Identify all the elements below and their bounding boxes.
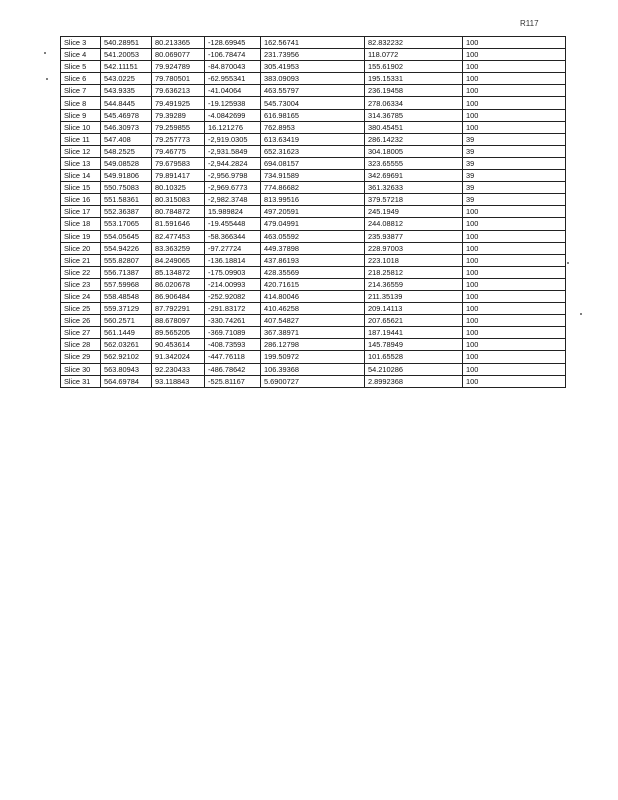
value-cell-1: 554.94226 [101, 242, 152, 254]
slice-label-cell: Slice 20 [61, 242, 101, 254]
value-cell-1: 543.9335 [101, 85, 152, 97]
value-cell-3: -2,919.0305 [205, 133, 261, 145]
value-cell-3: -106.78474 [205, 49, 261, 61]
table-row [61, 109, 566, 121]
value-cell-5: 2.8992368 [365, 375, 463, 387]
value-cell-2: 88.678097 [152, 315, 205, 327]
value-cell-6: 100 [463, 290, 566, 302]
value-cell-2: 85.134872 [152, 266, 205, 278]
value-cell-1: 560.2571 [101, 315, 152, 327]
value-cell-1: 553.17065 [101, 218, 152, 230]
value-cell-1: 555.82807 [101, 254, 152, 266]
slice-label-cell: Slice 15 [61, 182, 101, 194]
value-cell-6: 39 [463, 157, 566, 169]
value-cell-4: 162.56741 [261, 37, 365, 49]
scan-speck [46, 78, 48, 80]
value-cell-1: 545.46978 [101, 109, 152, 121]
value-cell-3: -330.74261 [205, 315, 261, 327]
value-cell-6: 100 [463, 266, 566, 278]
scan-speck [567, 262, 569, 264]
slice-label-cell: Slice 29 [61, 351, 101, 363]
value-cell-1: 558.48548 [101, 290, 152, 302]
table-row [61, 194, 566, 206]
table-body [61, 37, 566, 388]
value-cell-1: 540.28951 [101, 37, 152, 49]
value-cell-6: 100 [463, 206, 566, 218]
value-cell-5: 379.57218 [365, 194, 463, 206]
table-row [61, 363, 566, 375]
value-cell-5: 209.14113 [365, 303, 463, 315]
value-cell-5: 211.35139 [365, 290, 463, 302]
value-cell-2: 86.020678 [152, 278, 205, 290]
value-cell-5: 278.06334 [365, 97, 463, 109]
table-row [61, 315, 566, 327]
value-cell-4: 734.91589 [261, 170, 365, 182]
value-cell-6: 100 [463, 327, 566, 339]
value-cell-3: -2,969.6773 [205, 182, 261, 194]
slice-label-cell: Slice 18 [61, 218, 101, 230]
value-cell-4: 286.12798 [261, 339, 365, 351]
value-cell-6: 100 [463, 375, 566, 387]
value-cell-2: 80.213365 [152, 37, 205, 49]
value-cell-1: 562.03261 [101, 339, 152, 351]
value-cell-1: 541.20053 [101, 49, 152, 61]
value-cell-5: 304.18005 [365, 145, 463, 157]
value-cell-5: 245.1949 [365, 206, 463, 218]
table-row [61, 242, 566, 254]
slice-label-cell: Slice 25 [61, 303, 101, 315]
value-cell-5: 380.45451 [365, 121, 463, 133]
value-cell-3: 16.121276 [205, 121, 261, 133]
value-cell-6: 100 [463, 109, 566, 121]
value-cell-2: 80.315083 [152, 194, 205, 206]
slice-table-container [60, 36, 566, 388]
table-row [61, 61, 566, 73]
value-cell-3: -175.09903 [205, 266, 261, 278]
value-cell-3: -136.18814 [205, 254, 261, 266]
table-row [61, 303, 566, 315]
value-cell-5: 214.36559 [365, 278, 463, 290]
value-cell-4: 479.04991 [261, 218, 365, 230]
value-cell-1: 550.75083 [101, 182, 152, 194]
value-cell-1: 542.11151 [101, 61, 152, 73]
value-cell-3: -447.76118 [205, 351, 261, 363]
slice-label-cell: Slice 21 [61, 254, 101, 266]
value-cell-1: 554.05645 [101, 230, 152, 242]
slice-label-cell: Slice 7 [61, 85, 101, 97]
slice-label-cell: Slice 28 [61, 339, 101, 351]
value-cell-3: -486.78642 [205, 363, 261, 375]
value-cell-3: -291.83172 [205, 303, 261, 315]
slice-data-table [60, 36, 566, 388]
value-cell-1: 559.37129 [101, 303, 152, 315]
value-cell-2: 84.249065 [152, 254, 205, 266]
slice-label-cell: Slice 27 [61, 327, 101, 339]
value-cell-5: 342.69691 [365, 170, 463, 182]
table-row [61, 339, 566, 351]
value-cell-6: 39 [463, 170, 566, 182]
value-cell-5: 54.210286 [365, 363, 463, 375]
slice-label-cell: Slice 31 [61, 375, 101, 387]
value-cell-6: 100 [463, 242, 566, 254]
value-cell-1: 557.59968 [101, 278, 152, 290]
value-cell-4: 367.38971 [261, 327, 365, 339]
value-cell-6: 100 [463, 85, 566, 97]
page-label: R117 [520, 19, 539, 28]
scan-speck [580, 313, 582, 315]
value-cell-2: 86.906484 [152, 290, 205, 302]
table-row [61, 290, 566, 302]
value-cell-5: 207.65621 [365, 315, 463, 327]
value-cell-6: 39 [463, 133, 566, 145]
value-cell-2: 79.39289 [152, 109, 205, 121]
value-cell-6: 100 [463, 230, 566, 242]
value-cell-5: 361.32633 [365, 182, 463, 194]
slice-label-cell: Slice 22 [61, 266, 101, 278]
table-row [61, 182, 566, 194]
value-cell-5: 235.93877 [365, 230, 463, 242]
table-row [61, 170, 566, 182]
value-cell-4: 694.08157 [261, 157, 365, 169]
value-cell-1: 561.1449 [101, 327, 152, 339]
value-cell-1: 549.08528 [101, 157, 152, 169]
value-cell-2: 80.10325 [152, 182, 205, 194]
value-cell-4: 616.98165 [261, 109, 365, 121]
slice-label-cell: Slice 6 [61, 73, 101, 85]
slice-label-cell: Slice 3 [61, 37, 101, 49]
value-cell-4: 106.39368 [261, 363, 365, 375]
value-cell-1: 564.69784 [101, 375, 152, 387]
slice-label-cell: Slice 13 [61, 157, 101, 169]
value-cell-5: 187.19441 [365, 327, 463, 339]
value-cell-2: 80.784872 [152, 206, 205, 218]
table-row [61, 218, 566, 230]
table-row [61, 266, 566, 278]
value-cell-5: 223.1018 [365, 254, 463, 266]
slice-label-cell: Slice 4 [61, 49, 101, 61]
value-cell-1: 552.36387 [101, 206, 152, 218]
value-cell-4: 652.31623 [261, 145, 365, 157]
value-cell-1: 556.71387 [101, 266, 152, 278]
table-row [61, 133, 566, 145]
scan-speck [44, 52, 46, 54]
table-row [61, 254, 566, 266]
value-cell-5: 286.14232 [365, 133, 463, 145]
slice-label-cell: Slice 14 [61, 170, 101, 182]
value-cell-1: 546.30973 [101, 121, 152, 133]
value-cell-2: 87.792291 [152, 303, 205, 315]
value-cell-4: 762.8953 [261, 121, 365, 133]
value-cell-6: 39 [463, 194, 566, 206]
value-cell-3: -2,982.3748 [205, 194, 261, 206]
value-cell-4: 305.41953 [261, 61, 365, 73]
value-cell-4: 613.63419 [261, 133, 365, 145]
value-cell-1: 563.80943 [101, 363, 152, 375]
value-cell-2: 80.069077 [152, 49, 205, 61]
value-cell-4: 199.50972 [261, 351, 365, 363]
value-cell-4: 231.73956 [261, 49, 365, 61]
value-cell-2: 79.924789 [152, 61, 205, 73]
value-cell-6: 100 [463, 37, 566, 49]
value-cell-4: 5.6900727 [261, 375, 365, 387]
value-cell-2: 79.491925 [152, 97, 205, 109]
value-cell-2: 90.453614 [152, 339, 205, 351]
value-cell-4: 437.86193 [261, 254, 365, 266]
value-cell-1: 551.58361 [101, 194, 152, 206]
value-cell-3: -62.955341 [205, 73, 261, 85]
slice-label-cell: Slice 26 [61, 315, 101, 327]
value-cell-4: 463.55797 [261, 85, 365, 97]
slice-label-cell: Slice 16 [61, 194, 101, 206]
table-row [61, 97, 566, 109]
value-cell-4: 383.09093 [261, 73, 365, 85]
value-cell-6: 100 [463, 351, 566, 363]
value-cell-3: -2,944.2824 [205, 157, 261, 169]
value-cell-6: 100 [463, 121, 566, 133]
value-cell-6: 39 [463, 145, 566, 157]
value-cell-5: 236.19458 [365, 85, 463, 97]
value-cell-5: 195.15331 [365, 73, 463, 85]
slice-label-cell: Slice 24 [61, 290, 101, 302]
value-cell-3: -128.69945 [205, 37, 261, 49]
value-cell-3: -19.125938 [205, 97, 261, 109]
value-cell-2: 79.780501 [152, 73, 205, 85]
slice-label-cell: Slice 9 [61, 109, 101, 121]
table-row [61, 157, 566, 169]
table-row [61, 73, 566, 85]
value-cell-2: 79.636213 [152, 85, 205, 97]
value-cell-5: 244.08812 [365, 218, 463, 230]
table-row [61, 37, 566, 49]
value-cell-5: 145.78949 [365, 339, 463, 351]
value-cell-1: 543.0225 [101, 73, 152, 85]
value-cell-5: 101.65528 [365, 351, 463, 363]
value-cell-5: 323.65555 [365, 157, 463, 169]
slice-label-cell: Slice 23 [61, 278, 101, 290]
value-cell-3: -369.71089 [205, 327, 261, 339]
table-row [61, 49, 566, 61]
value-cell-3: -252.92082 [205, 290, 261, 302]
value-cell-3: -41.04064 [205, 85, 261, 97]
value-cell-4: 420.71615 [261, 278, 365, 290]
value-cell-2: 83.363259 [152, 242, 205, 254]
slice-label-cell: Slice 11 [61, 133, 101, 145]
value-cell-3: -19.455448 [205, 218, 261, 230]
value-cell-3: -408.73593 [205, 339, 261, 351]
value-cell-2: 91.342024 [152, 351, 205, 363]
value-cell-3: -58.366344 [205, 230, 261, 242]
slice-label-cell: Slice 10 [61, 121, 101, 133]
value-cell-6: 100 [463, 303, 566, 315]
value-cell-5: 218.25812 [365, 266, 463, 278]
value-cell-6: 100 [463, 315, 566, 327]
value-cell-6: 100 [463, 97, 566, 109]
value-cell-2: 81.591646 [152, 218, 205, 230]
value-cell-4: 813.99516 [261, 194, 365, 206]
table-row [61, 121, 566, 133]
value-cell-4: 428.35569 [261, 266, 365, 278]
value-cell-3: 15.989824 [205, 206, 261, 218]
value-cell-3: -214.00993 [205, 278, 261, 290]
value-cell-6: 39 [463, 182, 566, 194]
value-cell-1: 544.8445 [101, 97, 152, 109]
value-cell-5: 228.97003 [365, 242, 463, 254]
value-cell-1: 548.2525 [101, 145, 152, 157]
value-cell-3: -84.870043 [205, 61, 261, 73]
value-cell-4: 414.80046 [261, 290, 365, 302]
value-cell-3: -2,931.5849 [205, 145, 261, 157]
value-cell-3: -4.0842699 [205, 109, 261, 121]
value-cell-4: 449.37898 [261, 242, 365, 254]
value-cell-1: 549.91806 [101, 170, 152, 182]
value-cell-6: 100 [463, 73, 566, 85]
value-cell-6: 100 [463, 49, 566, 61]
table-row [61, 351, 566, 363]
value-cell-4: 407.54827 [261, 315, 365, 327]
slice-label-cell: Slice 19 [61, 230, 101, 242]
value-cell-4: 463.05592 [261, 230, 365, 242]
value-cell-5: 82.832232 [365, 37, 463, 49]
value-cell-2: 79.259855 [152, 121, 205, 133]
value-cell-2: 79.46775 [152, 145, 205, 157]
value-cell-5: 118.0772 [365, 49, 463, 61]
value-cell-2: 79.257773 [152, 133, 205, 145]
value-cell-6: 100 [463, 218, 566, 230]
table-row [61, 206, 566, 218]
value-cell-5: 314.36785 [365, 109, 463, 121]
table-row [61, 85, 566, 97]
value-cell-2: 93.118843 [152, 375, 205, 387]
value-cell-3: -2,956.9798 [205, 170, 261, 182]
value-cell-3: -97.27724 [205, 242, 261, 254]
value-cell-2: 82.477453 [152, 230, 205, 242]
value-cell-5: 155.61902 [365, 61, 463, 73]
slice-label-cell: Slice 30 [61, 363, 101, 375]
table-row [61, 145, 566, 157]
value-cell-6: 100 [463, 254, 566, 266]
value-cell-6: 100 [463, 61, 566, 73]
value-cell-2: 79.891417 [152, 170, 205, 182]
value-cell-2: 89.565205 [152, 327, 205, 339]
slice-label-cell: Slice 5 [61, 61, 101, 73]
value-cell-3: -525.81167 [205, 375, 261, 387]
value-cell-4: 410.46258 [261, 303, 365, 315]
table-row [61, 327, 566, 339]
table-row [61, 230, 566, 242]
value-cell-1: 562.92102 [101, 351, 152, 363]
value-cell-6: 100 [463, 278, 566, 290]
slice-label-cell: Slice 8 [61, 97, 101, 109]
value-cell-4: 545.73004 [261, 97, 365, 109]
value-cell-1: 547.408 [101, 133, 152, 145]
value-cell-6: 100 [463, 339, 566, 351]
slice-label-cell: Slice 12 [61, 145, 101, 157]
value-cell-2: 92.230433 [152, 363, 205, 375]
slice-label-cell: Slice 17 [61, 206, 101, 218]
value-cell-6: 100 [463, 363, 566, 375]
table-row [61, 375, 566, 387]
value-cell-4: 774.86682 [261, 182, 365, 194]
value-cell-2: 79.679583 [152, 157, 205, 169]
value-cell-4: 497.20591 [261, 206, 365, 218]
table-row [61, 278, 566, 290]
